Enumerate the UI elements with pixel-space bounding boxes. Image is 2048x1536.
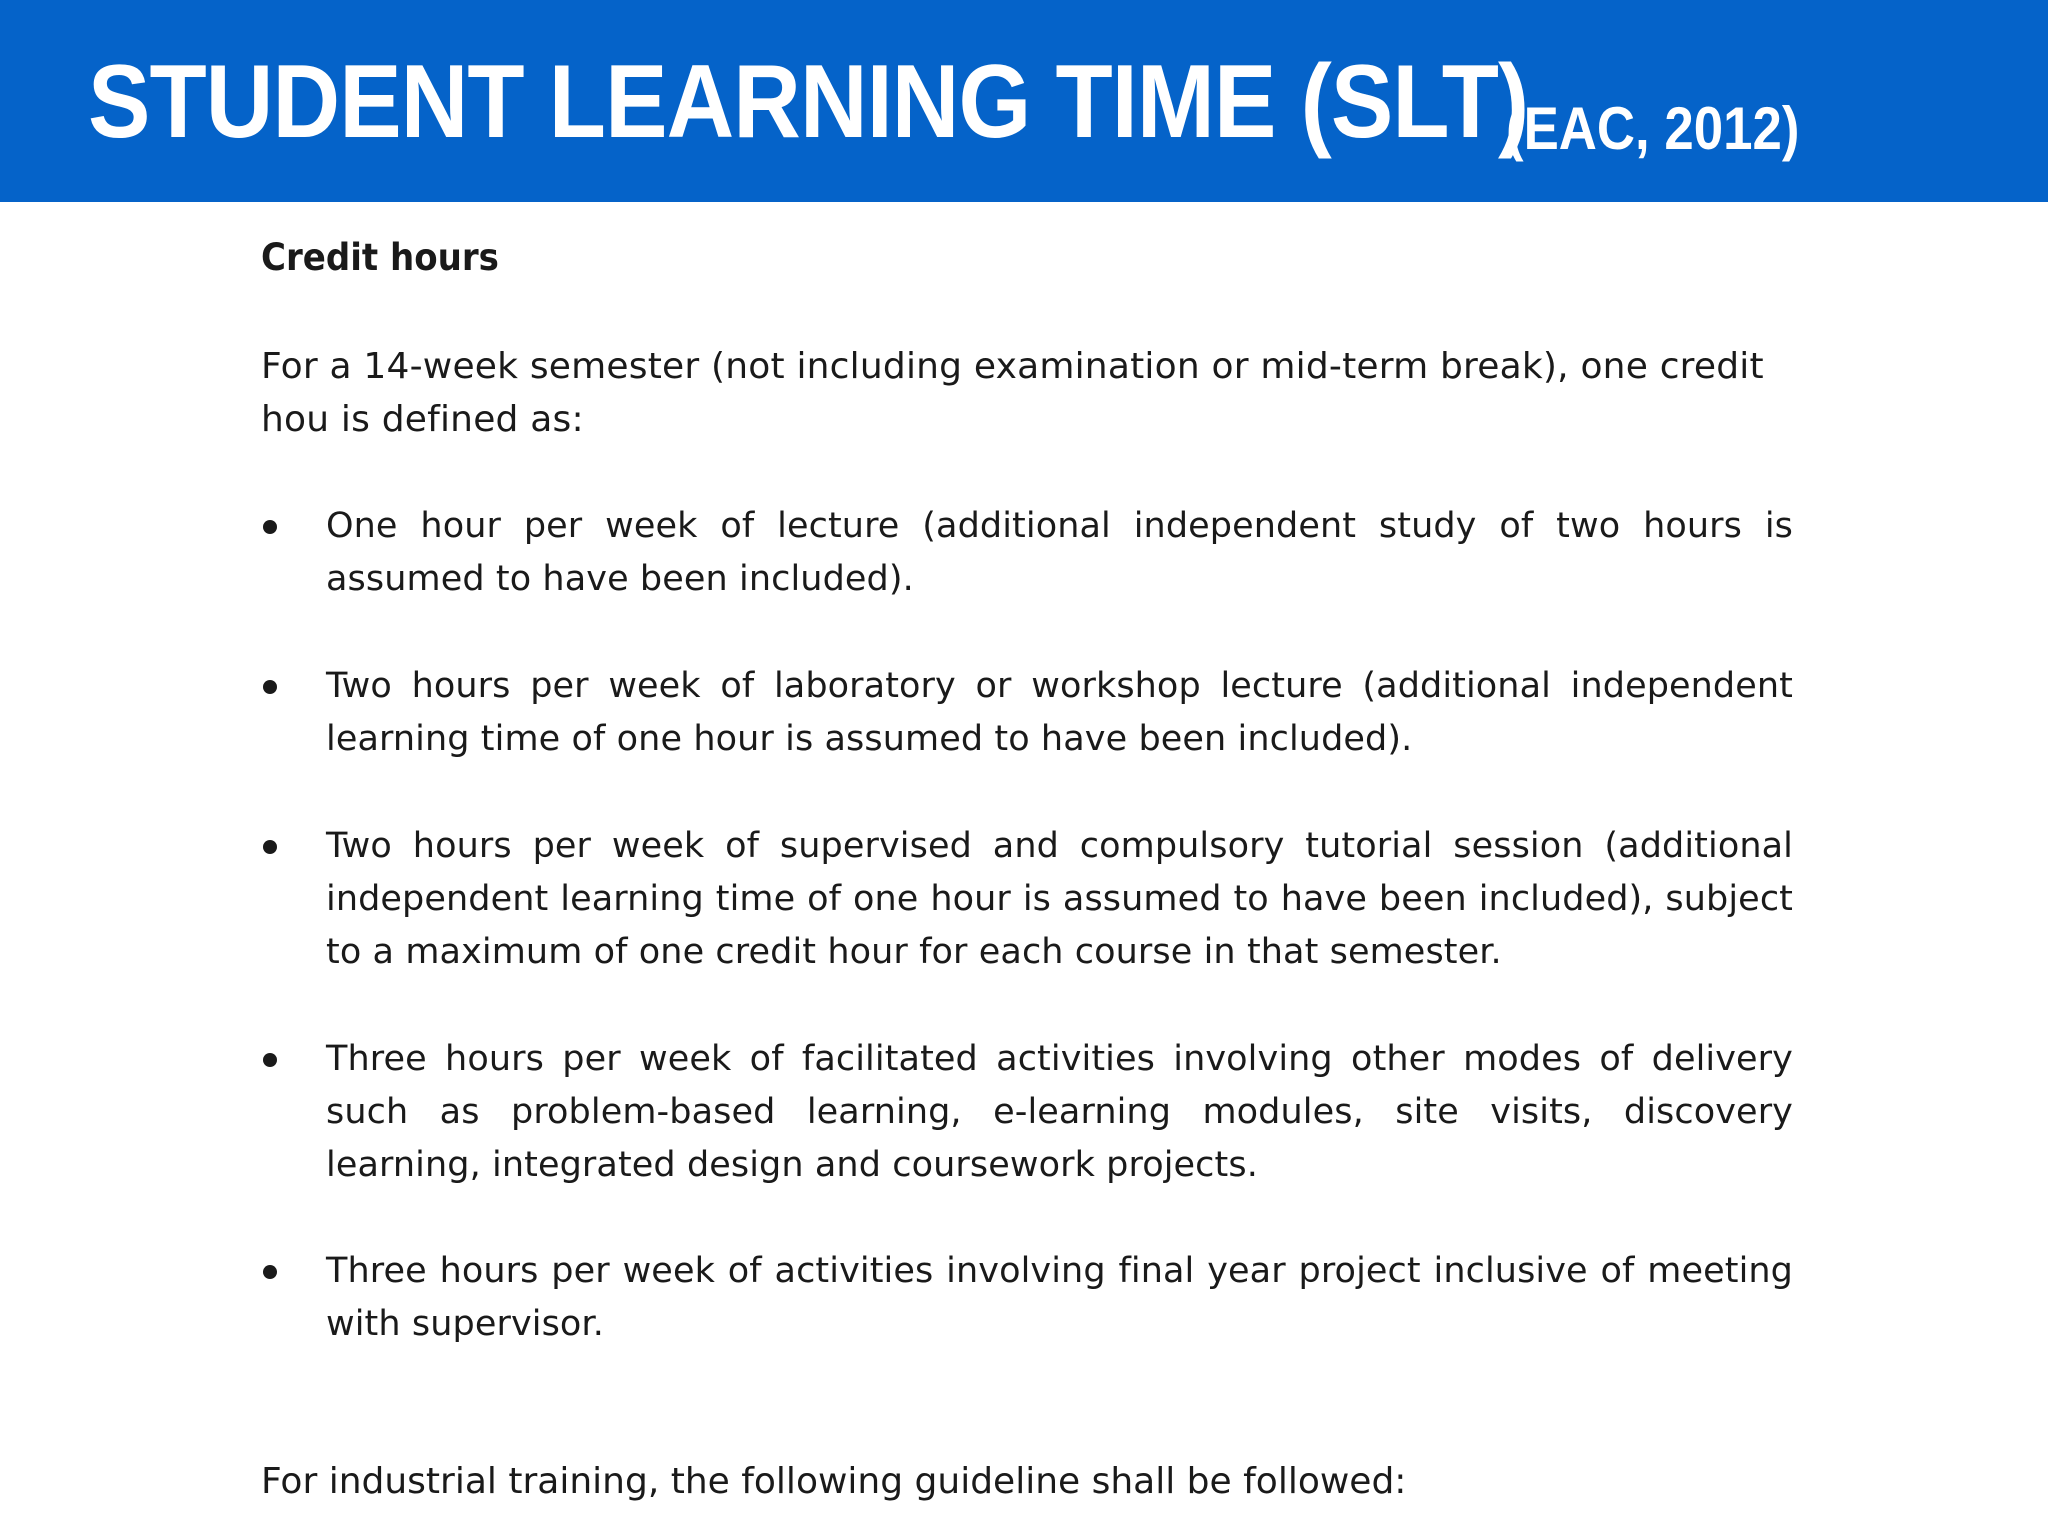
- list-item-text: Two hours per week of laboratory or workshop lecture (additional independent learning time of one hour is assumed to have been included).: [326, 666, 1793, 759]
- section-heading: Credit hours: [261, 236, 499, 279]
- list-item-text: Three hours per week of activities involving final year project inclusive of meeting with supervisor.: [326, 1251, 1793, 1344]
- slide-title-subtitle: (EAC, 2012): [1506, 95, 1800, 162]
- bullet-icon: [263, 520, 277, 534]
- bullet-icon: [263, 840, 277, 854]
- list-item-text: Three hours per week of facilitated activities involving other modes of delivery such as problem-based learning, e-learning modules, site visits, discovery learning, integrated design and coursework projects.: [326, 1039, 1793, 1185]
- slide-title-main: STUDENT LEARNING TIME (SLT): [88, 44, 1529, 160]
- list-item-text: Two hours per week of supervised and compulsory tutorial session (additional independent learning time of one hour is assumed to have been included), subject to a maximum of one credit hour for each course in that semester.: [326, 826, 1793, 972]
- bullet-icon: [263, 680, 277, 694]
- slide-title: [88, 44, 1688, 160]
- intro-paragraph: For a 14-week semester (not including examination or mid-term break), one credit hou is defined as:: [261, 346, 1764, 440]
- list-item-text: One hour per week of lecture (additional independent study of two hours is assumed to have been included).: [326, 506, 1793, 599]
- bullet-icon: [263, 1265, 277, 1279]
- bullet-icon: [263, 1053, 277, 1067]
- title-bar: [0, 0, 2048, 202]
- footer-paragraph: For industrial training, the following guideline shall be followed:: [261, 1461, 1407, 1502]
